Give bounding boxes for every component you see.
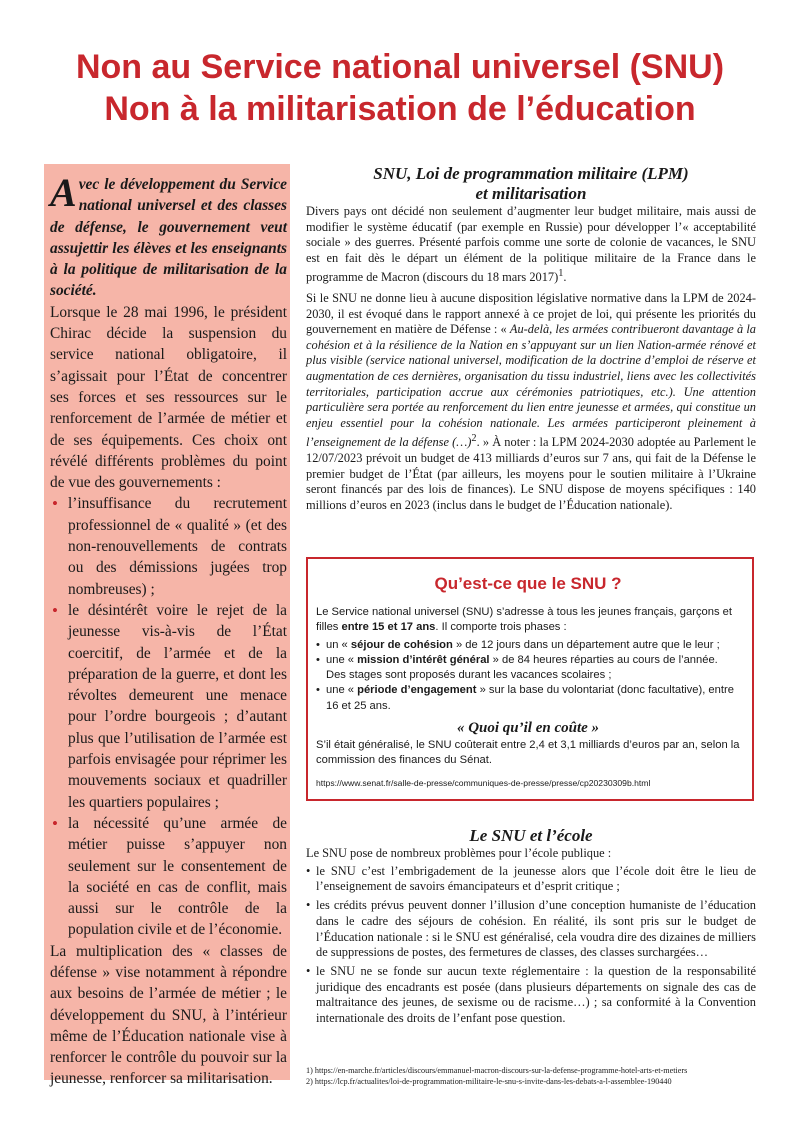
snu-box-intro (316, 605, 740, 636)
snu-phase-item (316, 683, 740, 714)
lpm-paragraph-2 (306, 291, 756, 513)
lpm-heading-line-2: et militarisation (475, 184, 587, 203)
lpm-quote: Au-delà, les armées contribueront davantage à la cohésion et à la résilience de la Nation en s’appuyant sur un lien Nation-armée rénové et plus visible (service national universel, modification de la doctrine d’emploi de réserve et augmentation de ces dernières, organisation du tissu industriel, liens avec les collectivités territoriales, participation accrue aux cérémonies patriotiques, etc.). Une attention particulière sera portée au renforcement du lien entre jeunesse et armées, qui constitue un enjeu essentiel pour la cohésion nationale. Les armées participeront pleinement à l’enseignement de la défense (…) (306, 322, 757, 450)
left-bullet-item: • la nécessité qu’une armée de métier puisse s’appuyer non seulement sur le consentement de la société en cas de conflit, mais aussi sur le contrôle de la population civile et de l’économie. (50, 813, 287, 941)
snu-phase-list (316, 638, 740, 714)
footnote-2[interactable]: 2) https://lcp.fr/actualites/loi-de-programmation-militaire-le-snu-s-invite-dans-les-debats-a-l-assemblee-190440 (306, 1077, 672, 1086)
phase-post: » de 12 jours dans un département autre que le leur ; (452, 638, 720, 651)
senat-link[interactable]: https://www.senat.fr/salle-de-presse/communiques-de-presse/presse/cp20230309b.html (316, 777, 651, 788)
left-paragraph-1: Lorsque le 28 mai 1996, le président Chirac décide la suspension du service national obligatoire, il s’agissait pour l’État de concentrer ses forces et ses ressources sur le renforcement de l’armée de métier et de ses équipements. Ces choix ont révélé différents problèmes du point de vue des gouvernements : (50, 303, 287, 492)
footnote-1[interactable]: 1) https://en-marche.fr/articles/discours/emmanuel-macron-discours-sur-la-defense-programme-hotel-arts-et-metiers (306, 1066, 688, 1075)
phase-pre: une « (326, 653, 358, 666)
phase-name: mission d’intérêt général (357, 653, 490, 666)
lpm-p1-text: Divers pays ont décidé non seulement d’augmenter leur budget militaire, mais aussi de modifier le système éducatif (par exemple en Russie) pour développer l’« acceptabilité sociale » des guerres. Présenté parfois comme une sorte de colonie de vacances, le SNU est en fait dès le départ un élément de la politique militaire de la France dans le programme de Macron (discours du 18 mars 2017) (306, 204, 756, 285)
lpm-section (306, 164, 756, 514)
snu-intro-bold: entre 15 et 17 ans (341, 621, 436, 634)
phase-pre: une « (326, 684, 358, 697)
ecole-bullet-item: • le SNU c’est l’embrigadement de la jeunesse alors que l’école doit être le lieu de l’enseignement de savoirs émancipateurs et d’esprit critique ; (306, 864, 756, 895)
phase-name: période d’engagement (357, 684, 477, 697)
cost-text: S’il était généralisé, le SNU coûterait entre 2,4 et 3,1 milliards d’euros par an, selon la commission des finances du Sénat. (316, 739, 740, 767)
snu-phase-item (316, 638, 740, 653)
cost-heading: « Quoi qu’il en coûte » (456, 720, 600, 737)
phase-post: » sur la base du volontariat (donc facultative), entre 16 et 25 ans. (326, 684, 734, 712)
left-bullet-item: • l’insuffisance du recrutement professionnel de « qualité » (et des non-renouvellements de contrats ou des démissions jugées trop nombreuses) ; (50, 493, 287, 599)
lpm-heading-line-1: SNU, Loi de programmation militaire (LPM) (373, 164, 689, 183)
phase-name: séjour de cohésion (350, 638, 453, 651)
ecole-intro: Le SNU pose de nombreux problèmes pour l’école publique : (306, 846, 612, 860)
footnote-ref-1: 1 (558, 268, 564, 280)
phase-pre: un « (326, 638, 351, 651)
dropcap: A (50, 170, 77, 215)
ecole-bullet-item: • le SNU ne se fonde sur aucun texte réglementaire : la question de la responsabilité juridique des encadrants est posée (dans plusieurs départements on signale des cas de maltraitance des jeunes, de sexisme ou de racisme…) ; sa conformité à la Convention internationale des droits de l’enfant pose question. (306, 964, 756, 1027)
snu-phase-item (316, 653, 740, 684)
snu-intro-b: . Il comporte trois phases : (435, 621, 567, 634)
lpm-p2-start: Si le SNU ne donne lieu à aucune disposition législative normative dans la LPM de 2024-2030, il est évoqué dans le rapport annexé à ce projet de loi, qui présente les priorités du gouvernement en matière de Défense : « (306, 291, 756, 337)
left-column (44, 164, 290, 1088)
phase-post: » de 84 heures réparties au cours de l’année. Des stages sont proposés durant les vacances scolaires ; (326, 653, 718, 682)
intro-text: vec le développement du Service national universel et des classes de défense, le gouvernement veut assujettir les élèves et les enseignants à la politique de militarisation de la société. (50, 176, 287, 300)
title-line-2: Non à la militarisation de l’éducation (104, 90, 696, 128)
ecole-heading: Le SNU et l’école (469, 826, 593, 845)
ecole-section (306, 826, 756, 1030)
left-bullet-item: • le désintérêt voire le rejet de la jeunesse vis-à-vis de l’État coercitif, de l’armée et de la préparation de la guerre, et dont les révoltes demeurent une menace pour l’ordre bourgeois ; d’autant plus que l’utilisation de l’armée est parfois envisagée pour réprimer les mouvements sociaux et quadriller les quartiers populaires ; (50, 600, 287, 813)
lpm-paragraph-1 (306, 204, 756, 286)
lpm-p2-end: . » À noter : la LPM 2024-2030 adoptée au Parlement le 12/07/2023 prévoit un budget de 413 milliards d’euros sur 7 ans, qui fait de la Défense le premier budget de l’État (par ailleurs, les moyens pour le soutien militaire à l’Ukraine seront financés par des lois de finances). Le SNU dispose de moyens spécifiques : 140 millions d’euros en 2023 (inclus dans le budget de l’Éducation nationale). (306, 435, 756, 512)
title-line-1: Non au Service national universel (SNU) (75, 48, 725, 86)
footnote-ref-2: 2 (471, 433, 477, 445)
snu-info-box (306, 557, 754, 801)
snu-box-heading: Qu’est-ce que le SNU ? (434, 574, 622, 593)
intro-paragraph (50, 170, 287, 302)
left-bullet-list (50, 493, 287, 940)
ecole-bullet-item: • les crédits prévus peuvent donner l’illusion d’une conception humaniste de l’éducation dans le cadre des séjours de cohésion. En réalité, ils sont pris sur le budget de l’Éducation nationale : si le SNU est généralisé, cela voudra dire des dizaines de milliers de suppressions de postes, des fermetures de classes, des classes surchargées… (306, 898, 756, 961)
ecole-bullet-list (306, 864, 756, 1027)
page-title (0, 46, 800, 130)
left-paragraph-2: La multiplication des « classes de défense » vise notamment à répondre aux besoins de l’armée de métier ; le développement du SNU, à l’intérieur même de l’Éducation nationale vise à renforcer le contrôle du pouvoir sur la jeunesse, renforcer sa militarisation. (50, 942, 287, 1088)
footnotes (306, 1065, 766, 1087)
lpm-heading (306, 164, 756, 204)
snu-intro-a: Le Service national universel (SNU) s’adresse à tous les jeunes français, garçons et filles (316, 606, 733, 634)
lpm-p1-end: . (563, 270, 567, 285)
